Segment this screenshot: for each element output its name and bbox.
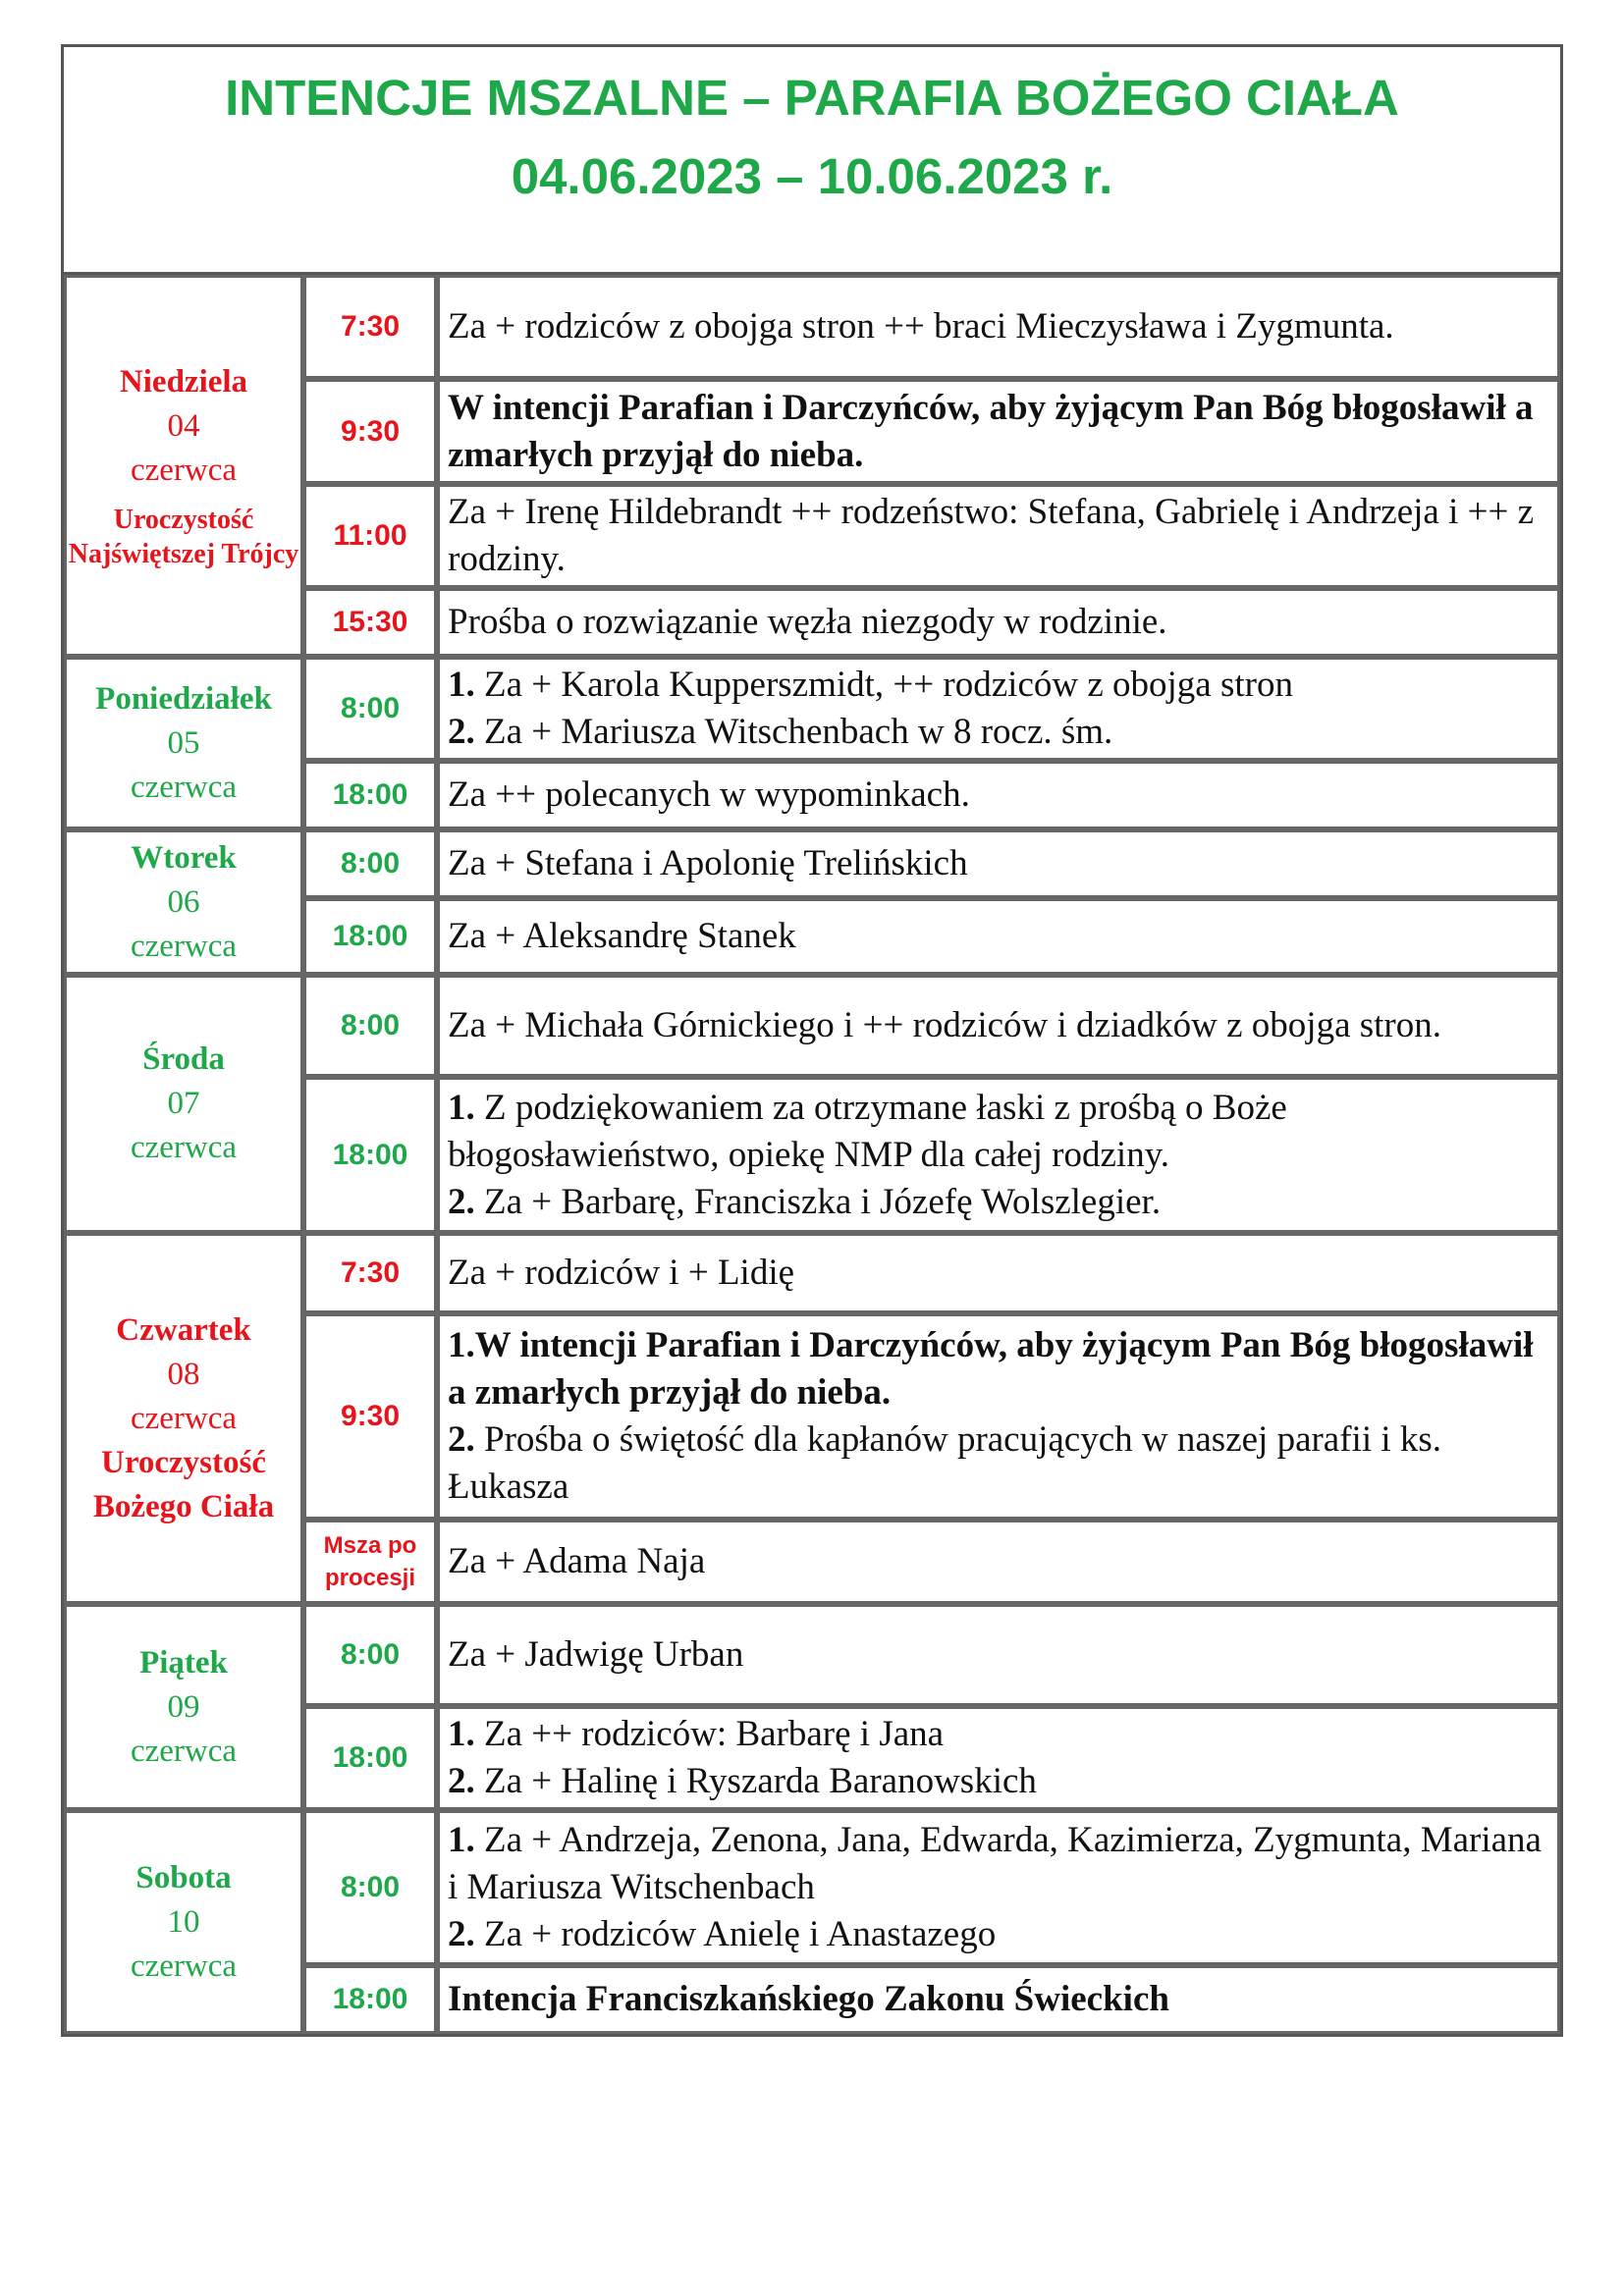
intention-text: Za ++ polecanych w wypominkach. <box>437 761 1560 829</box>
day-number: 08 <box>167 1356 200 1392</box>
intention-text <box>437 657 1560 761</box>
mass-time: 11:00 <box>303 484 437 588</box>
day-number: 10 <box>167 1903 200 1940</box>
day-name: Środa <box>142 1041 225 1077</box>
item-text: 1.W intencji Parafian i Darczyńców, aby żyjącym Pan Bóg błogosławił a zmarłych przyjął do nieba. <box>448 1325 1534 1413</box>
item-number: 1. <box>448 1820 475 1860</box>
mass-time: 18:00 <box>303 1077 437 1233</box>
mass-time: 8:00 <box>303 657 437 761</box>
day-month: czerwca <box>130 1733 238 1769</box>
intention-text: Za + rodziców i + Lidię <box>437 1233 1560 1313</box>
day-month: czerwca <box>130 769 238 805</box>
intention-text: Prośba o rozwiązanie węzła niezgody w rodzinie. <box>437 588 1560 657</box>
header <box>64 47 1560 275</box>
item-number: 2. <box>448 1761 475 1801</box>
intention-text: Za + Irenę Hildebrandt ++ rodzeństwo: Stefana, Gabrielę i Andrzeja i ++ z rodziny. <box>437 484 1560 588</box>
table-row <box>64 1810 1560 1965</box>
intentions-sheet <box>61 44 1563 2037</box>
day-month: czerwca <box>130 1948 238 1984</box>
mass-time: 8:00 <box>303 975 437 1077</box>
item-number: 2. <box>448 1914 475 1954</box>
intention-text: Intencja Franciszkańskiego Zakonu Świeckich <box>437 1965 1560 2034</box>
item-number: 2. <box>448 712 475 752</box>
intention-text: W intencji Parafian i Darczyńców, aby żyjącym Pan Bóg błogosławił a zmarłych przyjął do nieba. <box>437 379 1560 484</box>
mass-time: 18:00 <box>303 1965 437 2034</box>
day-cell-monday <box>64 657 303 829</box>
item-text: Za ++ rodziców: Barbarę i Jana <box>474 1714 945 1754</box>
intention-text: Za + Jadwigę Urban <box>437 1604 1560 1706</box>
day-name: Niedziela <box>119 364 248 400</box>
intention-text: Za + Adama Naja <box>437 1520 1560 1604</box>
feast-label: Uroczystość Najświętszej Trójcy <box>68 505 299 569</box>
table-row <box>64 1604 1560 1706</box>
mass-time: 8:00 <box>303 1810 437 1965</box>
item-number: 1. <box>448 1087 475 1128</box>
day-name: Poniedziałek <box>95 680 272 717</box>
item-text: Prośba o świętość dla kapłanów pracujących w naszej parafii i ks. Łukasza <box>448 1419 1442 1507</box>
day-cell-saturday <box>64 1810 303 2034</box>
mass-time-line: Msza po <box>323 1532 417 1559</box>
intention-text: Za + Michała Górnickiego i ++ rodziców i dziadków z obojga stron. <box>437 975 1560 1077</box>
mass-time <box>303 1520 437 1604</box>
intention-text <box>437 1313 1560 1520</box>
date-range: 04.06.2023 – 10.06.2023 r. <box>511 148 1113 204</box>
intention-text <box>437 1077 1560 1233</box>
item-text: Za + Mariusza Witschenbach w 8 rocz. śm. <box>474 712 1113 752</box>
mass-time: 9:30 <box>303 1313 437 1520</box>
item-text: Za + Halinę i Ryszarda Baranowskich <box>474 1761 1037 1801</box>
table-row <box>64 1233 1560 1313</box>
day-number: 09 <box>167 1688 200 1725</box>
day-name: Piątek <box>139 1644 228 1681</box>
item-number: 1. <box>448 1714 475 1754</box>
table-row <box>64 829 1560 898</box>
day-month: czerwca <box>130 1130 238 1165</box>
item-number: 2. <box>448 1181 475 1222</box>
page-title: INTENCJE MSZALNE – PARAFIA BOŻEGO CIAŁA <box>225 70 1399 126</box>
table-row <box>64 657 1560 761</box>
mass-time: 15:30 <box>303 588 437 657</box>
item-text: Za + rodziców Anielę i Anastazego <box>474 1914 997 1954</box>
item-number: 2. <box>448 1419 475 1460</box>
intention-text <box>437 1810 1560 1965</box>
item-text: Za + Barbarę, Franciszka i Józefę Wolszlegier. <box>474 1181 1162 1222</box>
item-text: Za + Andrzeja, Zenona, Jana, Edwarda, Kazimierza, Zygmunta, Mariana i Mariusza Witschenbach <box>448 1820 1542 1907</box>
day-name: Wtorek <box>131 839 237 876</box>
day-cell-sunday <box>64 275 303 657</box>
mass-time: 8:00 <box>303 1604 437 1706</box>
mass-time: 7:30 <box>303 275 437 379</box>
day-number: 07 <box>167 1086 200 1121</box>
item-text: Z podziękowaniem za otrzymane łaski z prośbą o Boże błogosławieństwo, opiekę NMP dla całej rodziny. <box>448 1087 1287 1175</box>
day-name: Sobota <box>135 1859 232 1896</box>
day-name: Czwartek <box>116 1311 251 1348</box>
day-month: czerwca <box>130 1400 238 1436</box>
day-cell-thursday <box>64 1233 303 1604</box>
day-month: czerwca <box>130 453 238 488</box>
table-row <box>64 275 1560 379</box>
item-number: 1. <box>448 665 475 705</box>
schedule-table <box>64 275 1560 2034</box>
day-month: czerwca <box>130 928 238 964</box>
intention-text <box>437 1706 1560 1810</box>
mass-time: 7:30 <box>303 1233 437 1313</box>
mass-time: 18:00 <box>303 898 437 975</box>
day-number: 04 <box>167 408 200 444</box>
mass-time-line: procesji <box>324 1565 416 1591</box>
day-cell-tuesday <box>64 829 303 975</box>
table-row <box>64 975 1560 1077</box>
day-cell-friday <box>64 1604 303 1810</box>
day-cell-wednesday <box>64 975 303 1233</box>
intention-text: Za + rodziców z obojga stron ++ braci Mieczysława i Zygmunta. <box>437 275 1560 379</box>
mass-time: 8:00 <box>303 829 437 898</box>
mass-time: 18:00 <box>303 761 437 829</box>
feast-label: Bożego Ciała <box>92 1488 275 1524</box>
feast-label: Uroczystość <box>101 1444 266 1480</box>
intention-text: Za + Stefana i Apolonię Trelińskich <box>437 829 1560 898</box>
mass-time: 9:30 <box>303 379 437 484</box>
intention-text: Za + Aleksandrę Stanek <box>437 898 1560 975</box>
item-text: Za + Karola Kupperszmidt, ++ rodziców z obojga stron <box>474 665 1293 705</box>
day-number: 06 <box>167 883 200 920</box>
day-number: 05 <box>167 724 200 761</box>
mass-time: 18:00 <box>303 1706 437 1810</box>
